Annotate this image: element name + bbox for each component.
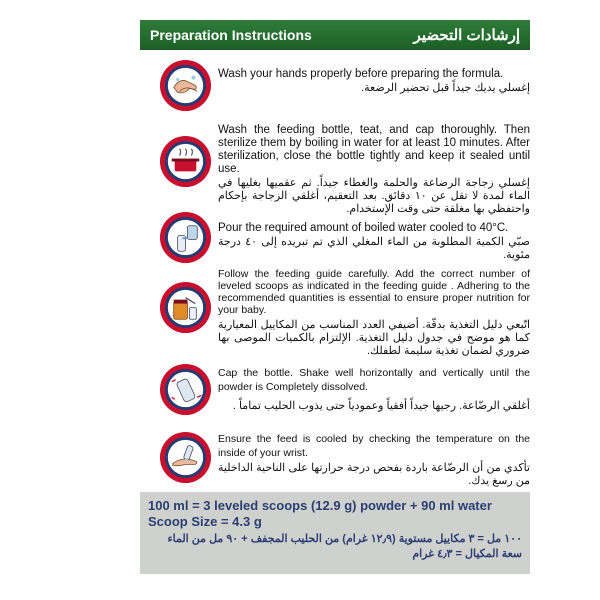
header-title-en: Preparation Instructions [150, 27, 312, 43]
step-3-en: Pour the required amount of boiled water cooled to 40°C. [218, 222, 509, 234]
summary-line-4-ar: سعة المكيال = ٤٫٣ غرام [412, 548, 522, 560]
hand-wash-icon [158, 58, 213, 113]
boiling-pot-icon [158, 134, 213, 189]
step-6 [158, 430, 530, 486]
summary-line-1: 100 ml = 3 leveled scoops (12.9 g) powder + 90 ml water [148, 498, 492, 513]
step-2 [158, 122, 530, 215]
step-2-ar: إغسلي زجاجة الرضاعة والحلمة والغطاء جيداً. ثم عقميها بغليها في الماء لمدة لا تقل عن ١٠ دقائق. بعد التعقيم، أغلقي الزجاجة بإحكام واحتفظي بها مغلقة حتى وقت الإستخدام. [218, 177, 530, 215]
step-1 [158, 62, 530, 112]
step-4-en: Follow the feeding guide carefully. Add the correct number of leveled scoops as indicated in the feeding guide . Adhering to the recommended quantities is essential to ensure proper nutrition for your baby. [218, 268, 530, 316]
summary-line-3-ar: ١٠٠ مل = ٣ مكاييل مستوية (١٢٫٩ غرام) من الحليب المجفف + ٩٠ مل من الماء [167, 533, 522, 545]
pour-water-icon [158, 210, 213, 265]
step-6-en: Ensure the feed is cooled by checking the temperature on the inside of your wrist. [218, 433, 530, 459]
step-5-ar: أغلقي الرضّاعة. رجيها جيداً أفقياً وعمودياً حتى يذوب الحليب تماماً . [232, 400, 530, 412]
step-1-en: Wash your hands properly before preparing the formula. [218, 68, 504, 80]
step-5-en: Cap the bottle. Shake well horizontally and vertically until the powder is Completely dissolved. [218, 367, 530, 393]
step-4-ar: اتّبعي دليل التغذية بدقّة. أضيفي العدد المناسب من المكاييل المعيارية كما هو موضح في جدول دليل التغذية. الإلتزام بالكميات الموصى بها ضروري لضمان تغذية سليمة لطفلك. [218, 319, 530, 357]
step-6-ar: تأكدي من أن الرضّاعة باردة بفحص درجة حرارتها على الناحية الداخلية من رسغ يدك. [218, 462, 530, 487]
dosage-summary-box [140, 492, 530, 574]
step-3 [158, 218, 530, 264]
check-temperature-icon [158, 430, 213, 485]
summary-line-2: Scoop Size = 4.3 g [148, 514, 262, 529]
scoop-formula-icon [158, 280, 213, 335]
step-3-ar: صبّي الكمية المطلوبة من الماء المغلي الذي تم تبريده إلى ٤٠ درجة مئوية. [218, 236, 530, 261]
step-1-ar: إغسلي يديك جيداً قبل تحضير الرضعة. [361, 82, 530, 94]
step-5 [158, 362, 530, 412]
step-4 [158, 268, 530, 357]
step-2-en: Wash the feeding bottle, teat, and cap thoroughly. Then sterilize them by boiling in water for at least 10 minutes. After sterilization, close the bottle tightly and keep it sealed until use. [218, 124, 530, 175]
shake-bottle-icon [158, 362, 213, 417]
header-title-ar: إرشادات التحضير [413, 27, 520, 44]
header-bar [140, 20, 530, 50]
